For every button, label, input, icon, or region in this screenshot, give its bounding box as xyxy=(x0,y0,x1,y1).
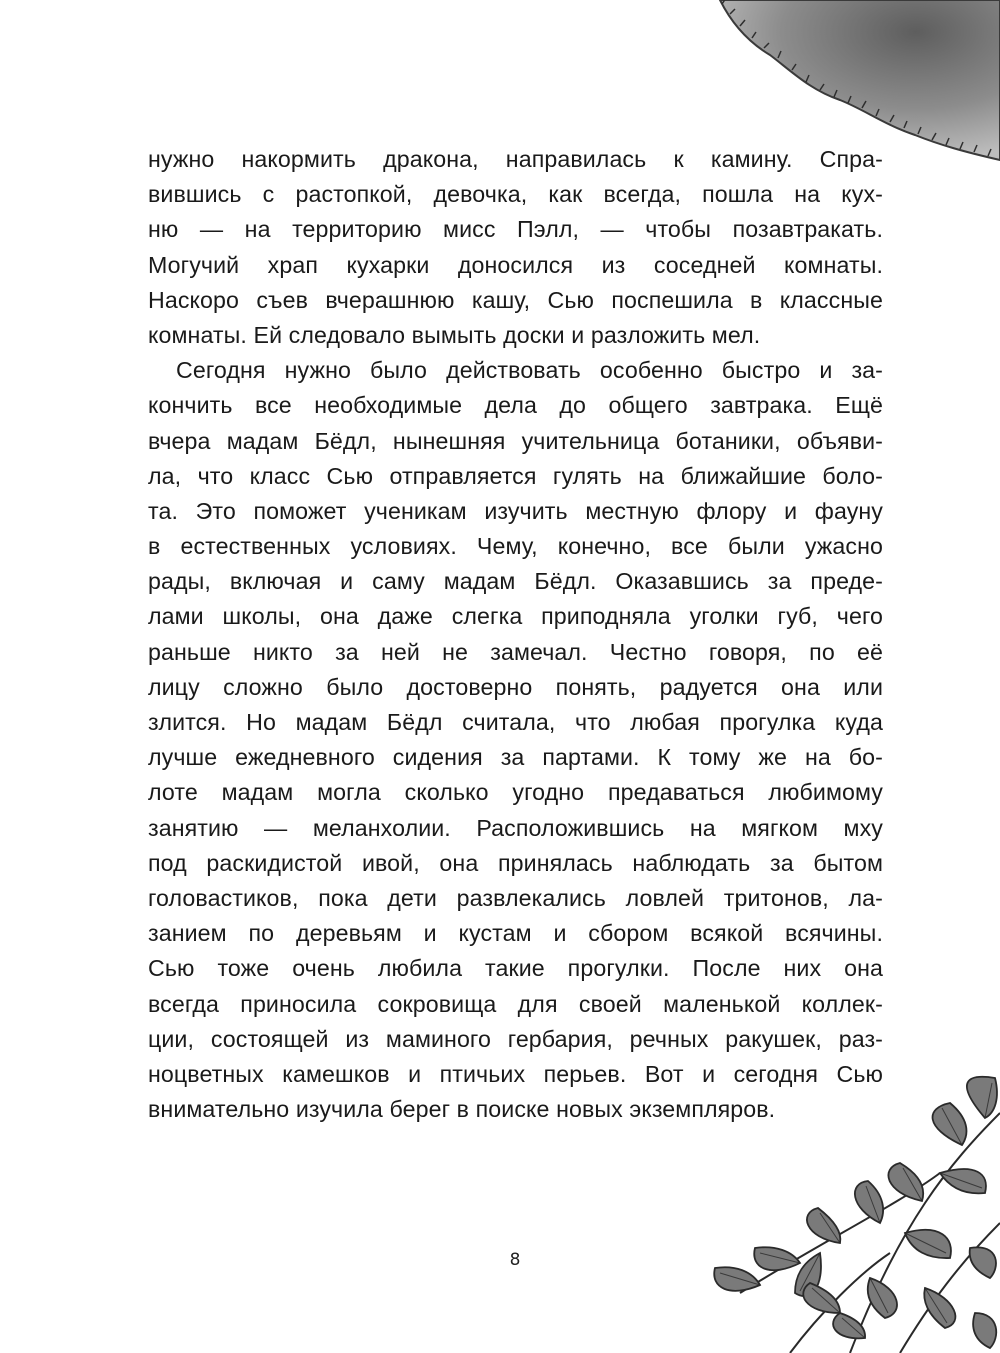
text-line: лучше ежедневного сидения за партами. К тому же на бо- xyxy=(148,744,883,771)
text-line: ноцветных камешков и птичьих перьев. Вот и сегодня Сью xyxy=(148,1060,883,1087)
text-line: Сью тоже очень любила такие прогулки. После них она xyxy=(148,955,883,982)
text-line: ла, что класс Сью отправляется гулять на ближайшие боло- xyxy=(148,462,883,489)
leaves-illustration xyxy=(700,1073,1000,1353)
text-line: занием по деревьям и кустам и сбором всякой всячины. xyxy=(148,920,883,947)
text-line: кончить все необходимые дела до общего завтрака. Ещё xyxy=(148,392,883,419)
page-number: 8 xyxy=(509,1250,521,1270)
text-line: под раскидистой ивой, она принялась наблюдать за бытом xyxy=(148,849,883,876)
text-line: занятию — меланхолии. Расположившись на мягком мху xyxy=(148,814,883,841)
text-line: Сегодня нужно было действовать особенно быстро и за- xyxy=(176,357,883,384)
text-line: ции, состоящей из маминого гербария, речных ракушек, раз- xyxy=(148,1025,883,1052)
text-line: нужно накормить дракона, направилась к камину. Спра- xyxy=(148,146,883,172)
text-line: та. Это поможет ученикам изучить местную флору и фауну xyxy=(148,497,883,524)
text-line: головастиков, пока дети развлекались ловлей тритонов, ла- xyxy=(148,884,883,911)
text-line: внимательно изучила берег в поиске новых экземпляров. xyxy=(148,1096,776,1123)
text-line: рады, включая и саму мадам Бёдл. Оказавшись за преде- xyxy=(148,568,883,595)
paragraph-1 xyxy=(148,142,883,353)
text-line: ню — на территорию мисс Пэлл, — чтобы позавтракать. xyxy=(148,216,883,243)
text-line: всегда приносила сокровища для своей маленькой коллек- xyxy=(148,990,883,1017)
text-line: Могучий храп кухарки доносился из соседней комнаты. xyxy=(148,251,883,278)
text-line: комнаты. Ей следовало вымыть доски и разложить мел. xyxy=(148,321,761,348)
text-line: вчера мадам Бёдл, нынешняя учительница ботаники, объяви- xyxy=(148,427,883,454)
text-line: раньше никто за ней не замечал. Честно говоря, по её xyxy=(148,638,883,665)
text-line: злится. Но мадам Бёдл считала, что любая прогулка куда xyxy=(148,709,883,735)
text-line: лами школы, она даже слегка приподняла уголки губ, чего xyxy=(148,603,883,630)
text-line: в естественных условиях. Чему, конечно, все были ужасно xyxy=(148,533,883,560)
text-line: лоте мадам могла сколько угодно предаваться любимому xyxy=(148,779,883,806)
text-line: вившись с растопкой, девочка, как всегда, пошла на кух- xyxy=(148,181,883,208)
text-line: Наскоро съев вчерашнюю кашу, Сью поспешила в классные xyxy=(148,286,883,313)
body-text xyxy=(148,142,883,1127)
paragraph-2 xyxy=(148,353,883,1127)
text-line: лицу сложно было достоверно понять, радуется она или xyxy=(148,673,883,700)
